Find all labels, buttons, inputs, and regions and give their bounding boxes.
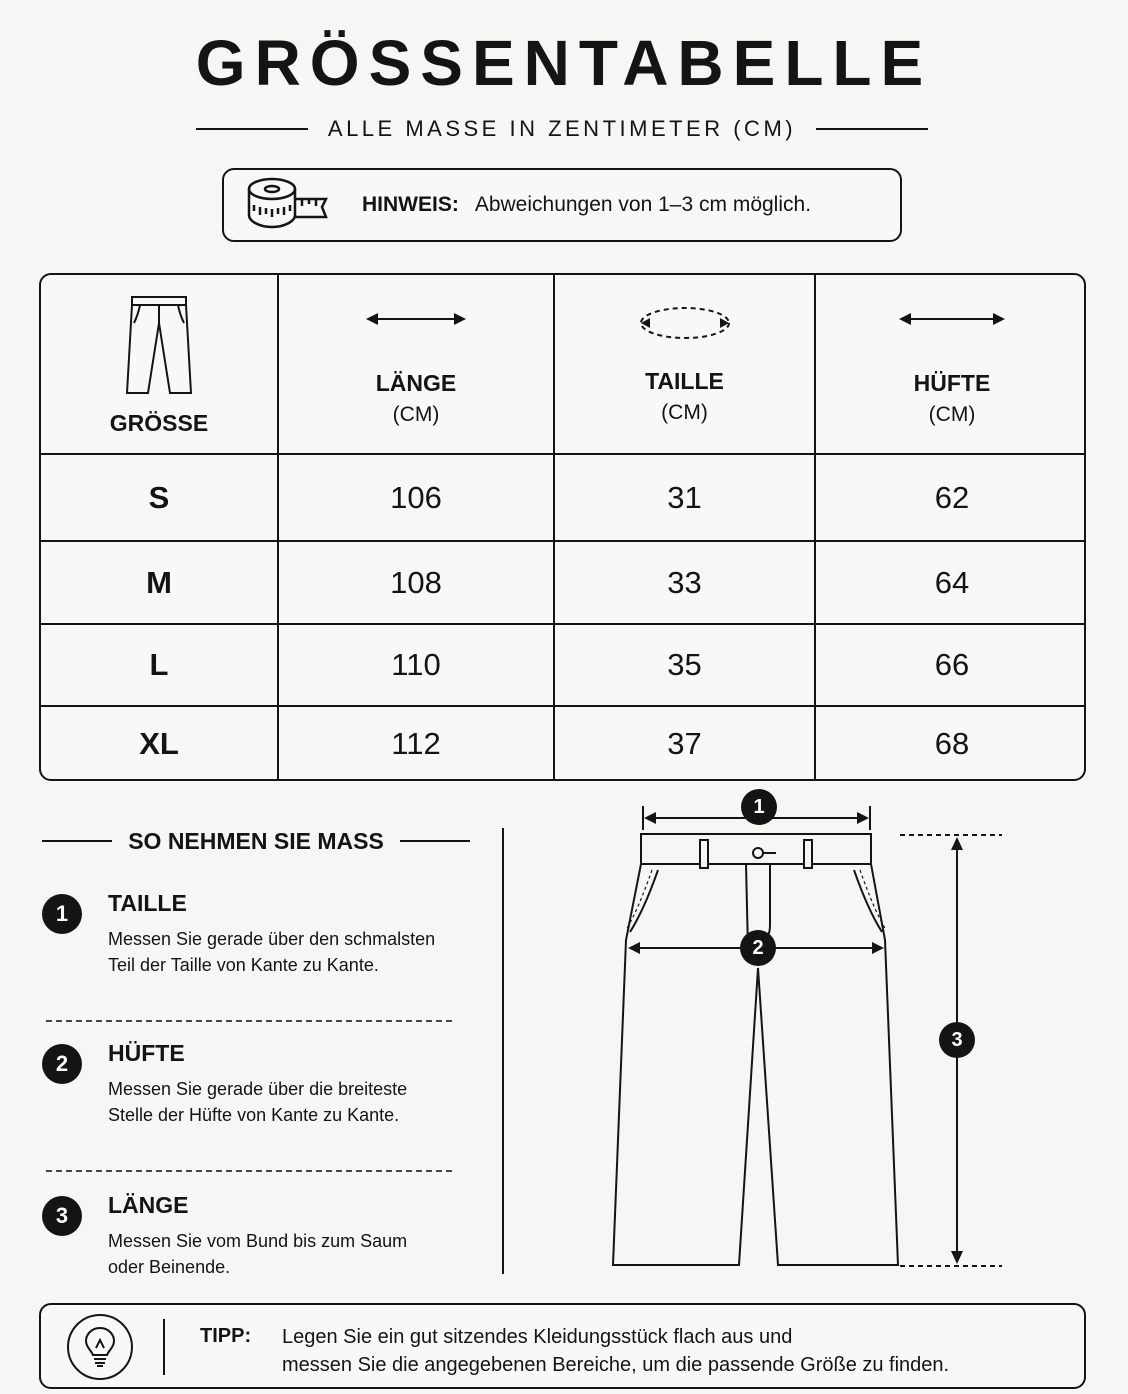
header-label: LÄNGE bbox=[375, 370, 457, 396]
dashed-divider bbox=[46, 1020, 452, 1022]
table-cell: 106 bbox=[390, 479, 442, 515]
step-taille bbox=[42, 890, 452, 1010]
diagram-marker-3: 3 bbox=[939, 1022, 975, 1058]
size-table bbox=[39, 273, 1086, 781]
tip-label: TIPP: bbox=[200, 1325, 252, 1347]
heading-rule-right bbox=[400, 840, 470, 842]
table-cell-size: M bbox=[146, 564, 172, 600]
subtitle-row bbox=[196, 114, 928, 144]
step-title: LÄNGE bbox=[108, 1192, 189, 1218]
page-title: GRÖSSENTABELLE bbox=[195, 27, 933, 99]
double-arrow-icon bbox=[364, 309, 468, 329]
header-size bbox=[41, 293, 277, 437]
header-unit: (CM) bbox=[661, 401, 708, 424]
how-to-title: SO NEHMEN SIE MASS bbox=[128, 827, 384, 854]
note-box bbox=[222, 168, 902, 242]
step-description: Messen Sie gerade über die breiteste Stelle der Hüfte von Kante zu Kante. bbox=[108, 1079, 408, 1125]
step-description: Messen Sie vom Bund bis zum Saum oder Beinende. bbox=[108, 1231, 408, 1277]
step-title: TAILLE bbox=[108, 890, 187, 916]
step-number: 3 bbox=[42, 1196, 82, 1236]
header-unit: (CM) bbox=[928, 403, 976, 426]
double-arrow-icon bbox=[897, 309, 1007, 329]
subtitle-rule-left bbox=[196, 128, 308, 130]
lightbulb-icon bbox=[67, 1314, 133, 1380]
diagram-marker-1: 1 bbox=[741, 789, 777, 825]
step-number: 1 bbox=[42, 894, 82, 934]
step-title: HÜFTE bbox=[108, 1040, 185, 1066]
header-taille bbox=[555, 303, 814, 425]
diagram-marker-2: 2 bbox=[740, 930, 776, 966]
table-cell: 112 bbox=[391, 726, 441, 761]
table-cell-size: S bbox=[148, 479, 170, 515]
table-cell: 68 bbox=[934, 726, 970, 761]
table-cell: 31 bbox=[667, 479, 702, 515]
table-cell: 66 bbox=[934, 647, 970, 682]
pants-icon bbox=[124, 293, 194, 397]
waist-loop-icon bbox=[636, 303, 734, 343]
header-label: GRÖSSE bbox=[109, 410, 209, 436]
tip-separator bbox=[163, 1319, 165, 1375]
table-cell: 108 bbox=[390, 564, 442, 600]
step-description: Messen Sie gerade über den schmalsten Teil der Taille von Kante zu Kante. bbox=[108, 929, 436, 975]
how-to-heading bbox=[42, 826, 470, 856]
tip-line: messen Sie die angegebenen Bereiche, um die passende Größe zu finden. bbox=[282, 1354, 950, 1376]
table-cell: 62 bbox=[934, 479, 970, 515]
table-cell-size: L bbox=[149, 647, 169, 682]
table-cell: 64 bbox=[934, 564, 970, 600]
table-cell-size: XL bbox=[139, 726, 179, 761]
header-unit: (CM) bbox=[392, 403, 440, 426]
heading-rule-left bbox=[42, 840, 112, 842]
step-number: 2 bbox=[42, 1044, 82, 1084]
measuring-tape-icon bbox=[246, 175, 330, 235]
header-laenge bbox=[279, 309, 553, 427]
dashed-divider bbox=[46, 1170, 452, 1172]
table-cell: 37 bbox=[667, 726, 702, 761]
header-huefte bbox=[816, 309, 1086, 427]
step-huefte bbox=[42, 1040, 452, 1160]
header-label: HÜFTE bbox=[913, 370, 991, 396]
header-label: TAILLE bbox=[645, 368, 724, 394]
note-text: Abweichungen von 1–3 cm möglich. bbox=[474, 193, 812, 216]
tip-text bbox=[282, 1323, 1072, 1379]
step-laenge bbox=[42, 1192, 452, 1292]
table-cell: 35 bbox=[667, 647, 702, 682]
section-divider bbox=[502, 828, 504, 1274]
note-label: HINWEIS: bbox=[362, 193, 459, 216]
tip-box bbox=[39, 1303, 1086, 1389]
tip-line: Legen Sie ein gut sitzendes Kleidungsstück flach aus und bbox=[282, 1326, 793, 1348]
page-subtitle: ALLE MASSE IN ZENTIMETER (CM) bbox=[327, 116, 797, 141]
table-cell: 110 bbox=[391, 647, 441, 682]
subtitle-rule-right bbox=[816, 128, 928, 130]
table-cell: 33 bbox=[667, 564, 702, 600]
